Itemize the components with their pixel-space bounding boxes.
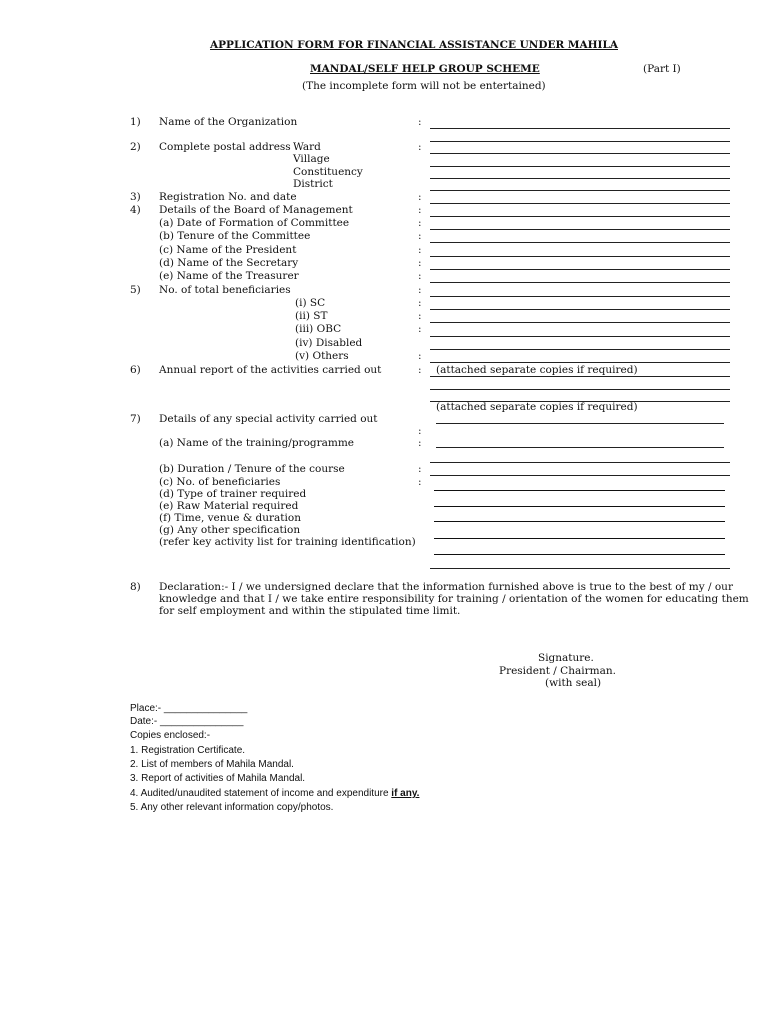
item-7c-label: (c) No. of beneficiaries: [159, 476, 281, 488]
formation-date-line[interactable]: [430, 229, 730, 230]
colon: :: [418, 141, 422, 153]
address-line[interactable]: [430, 190, 730, 191]
item-7a-label: (a) Name of the training/programme: [159, 437, 355, 449]
venue-line[interactable]: [434, 538, 725, 539]
president-line[interactable]: [430, 256, 730, 257]
declaration-line-3: for self employment and within the stipulated time limit.: [159, 605, 461, 617]
copy-item: 1. Registration Certificate.: [130, 745, 246, 756]
duration-line[interactable]: [430, 475, 730, 476]
attached-copies-note: (attached separate copies if required): [436, 364, 638, 376]
item-3-number: 3): [130, 191, 141, 203]
colon: :: [418, 297, 422, 309]
attached-copies-note: (attached separate copies if required): [436, 401, 638, 413]
copy-item-emphasis: if any.: [391, 788, 420, 799]
item-2-label: Complete postal address: [159, 141, 291, 153]
colon: :: [418, 244, 422, 256]
item-5-number: 5): [130, 284, 141, 296]
org-name-line[interactable]: [430, 128, 730, 129]
colon: :: [418, 476, 422, 488]
item-4e-label: (e) Name of the Treasurer: [159, 270, 299, 282]
item-6-label: Annual report of the activities carried out: [159, 364, 382, 376]
treasurer-line[interactable]: [430, 282, 730, 283]
item-4-number: 4): [130, 204, 141, 216]
ward-label: Ward: [293, 141, 321, 153]
others-label: (v) Others: [295, 350, 349, 362]
date-field[interactable]: Date:- _______________: [130, 716, 244, 727]
st-line[interactable]: [430, 322, 730, 323]
item-6-number: 6): [130, 364, 141, 376]
colon: :: [418, 230, 422, 242]
item-4a-label: (a) Date of Formation of Committee: [159, 217, 350, 229]
item-7b-label: (b) Duration / Tenure of the course: [159, 463, 345, 475]
copy-item: 5. Any other relevant information copy/photos.: [130, 802, 334, 813]
declaration-line-2: knowledge and that I / we take entire responsibility for training / orientation of the women for educating them: [159, 593, 749, 605]
colon: :: [418, 364, 422, 376]
item-3-label: Registration No. and date: [159, 191, 297, 203]
colon: :: [418, 191, 422, 203]
item-7-label: Details of any special activity carried out: [159, 413, 378, 425]
colon: :: [418, 284, 422, 296]
specification-line[interactable]: [430, 568, 730, 569]
activities-line[interactable]: [430, 389, 730, 390]
board-line[interactable]: [430, 216, 730, 217]
item-5-label: No. of total beneficiaries: [159, 284, 291, 296]
item-8-number: 8): [130, 581, 141, 593]
address-line[interactable]: [430, 166, 730, 167]
colon: :: [418, 350, 422, 362]
disabled-line[interactable]: [430, 349, 730, 350]
specification-line[interactable]: [434, 554, 725, 555]
part-label: (Part I): [643, 63, 681, 75]
copy-item: 2. List of members of Mahila Mandal.: [130, 759, 294, 770]
copy-item-text: 4. Audited/unaudited statement of income and expenditure: [130, 788, 392, 799]
colon: :: [418, 323, 422, 335]
trainer-line[interactable]: [434, 506, 725, 507]
item-1-label: Name of the Organization: [159, 116, 298, 128]
signature-label: Signature.: [538, 652, 594, 664]
item-7e-label: (e) Raw Material required: [159, 500, 299, 512]
item-7g-label: (g) Any other specification: [159, 524, 301, 536]
registration-line[interactable]: [430, 203, 730, 204]
president-chairman-label: President / Chairman.: [499, 665, 616, 677]
address-line[interactable]: [430, 141, 730, 142]
form-note: (The incomplete form will not be entertained): [302, 80, 546, 92]
colon: :: [418, 270, 422, 282]
village-label: Village: [293, 153, 330, 165]
sc-line[interactable]: [430, 309, 730, 310]
place-field[interactable]: Place:- _______________: [130, 703, 248, 714]
copy-item: 3. Report of activities of Mahila Mandal.: [130, 773, 306, 784]
address-line[interactable]: [430, 153, 730, 154]
colon: :: [418, 217, 422, 229]
others-line[interactable]: [430, 362, 730, 363]
item-7d-label: (d) Type of trainer required: [159, 488, 307, 500]
form-title-line2: MANDAL/SELF HELP GROUP SCHEME: [310, 63, 540, 75]
seal-label: (with seal): [545, 677, 602, 689]
activities-line[interactable]: [430, 376, 730, 377]
colon: :: [418, 116, 422, 128]
item-7h-label: (refer key activity list for training identification): [159, 536, 416, 548]
disabled-label: (iv) Disabled: [295, 337, 363, 349]
colon: :: [418, 425, 422, 437]
colon: :: [418, 204, 422, 216]
beneficiaries-count-line[interactable]: [434, 490, 725, 491]
raw-material-line[interactable]: [434, 521, 725, 522]
training-name-line[interactable]: [430, 462, 730, 463]
constituency-label: Constituency: [293, 166, 363, 178]
form-title-line1: APPLICATION FORM FOR FINANCIAL ASSISTANCE UNDER MAHILA: [210, 39, 618, 51]
colon: :: [418, 463, 422, 475]
item-7-number: 7): [130, 413, 141, 425]
colon: :: [418, 257, 422, 269]
beneficiaries-line[interactable]: [430, 296, 730, 297]
item-4d-label: (d) Name of the Secretary: [159, 257, 299, 269]
colon: :: [418, 437, 422, 449]
item-1-number: 1): [130, 116, 141, 128]
item-2-number: 2): [130, 141, 141, 153]
copy-item: [130, 788, 419, 800]
item-7f-label: (f) Time, venue & duration: [159, 512, 301, 524]
item-4b-label: (b) Tenure of the Committee: [159, 230, 311, 242]
sc-label: (i) SC: [295, 297, 326, 309]
address-line[interactable]: [430, 178, 730, 179]
declaration-line-1: Declaration:- I / we undersigned declare that the information furnished above is true to the best of my / our: [159, 581, 733, 593]
item-4c-label: (c) Name of the President: [159, 244, 297, 256]
copies-enclosed-heading: Copies enclosed:-: [130, 730, 211, 741]
item-4-label: Details of the Board of Management: [159, 204, 353, 216]
obc-line[interactable]: [430, 336, 730, 337]
district-label: District: [293, 178, 333, 190]
secretary-line[interactable]: [430, 269, 730, 270]
special-activity-line[interactable]: [436, 423, 724, 424]
colon: :: [418, 310, 422, 322]
training-name-line[interactable]: [436, 447, 724, 448]
obc-label: (iii) OBC: [295, 323, 342, 335]
st-label: (ii) ST: [295, 310, 328, 322]
tenure-line[interactable]: [430, 242, 730, 243]
